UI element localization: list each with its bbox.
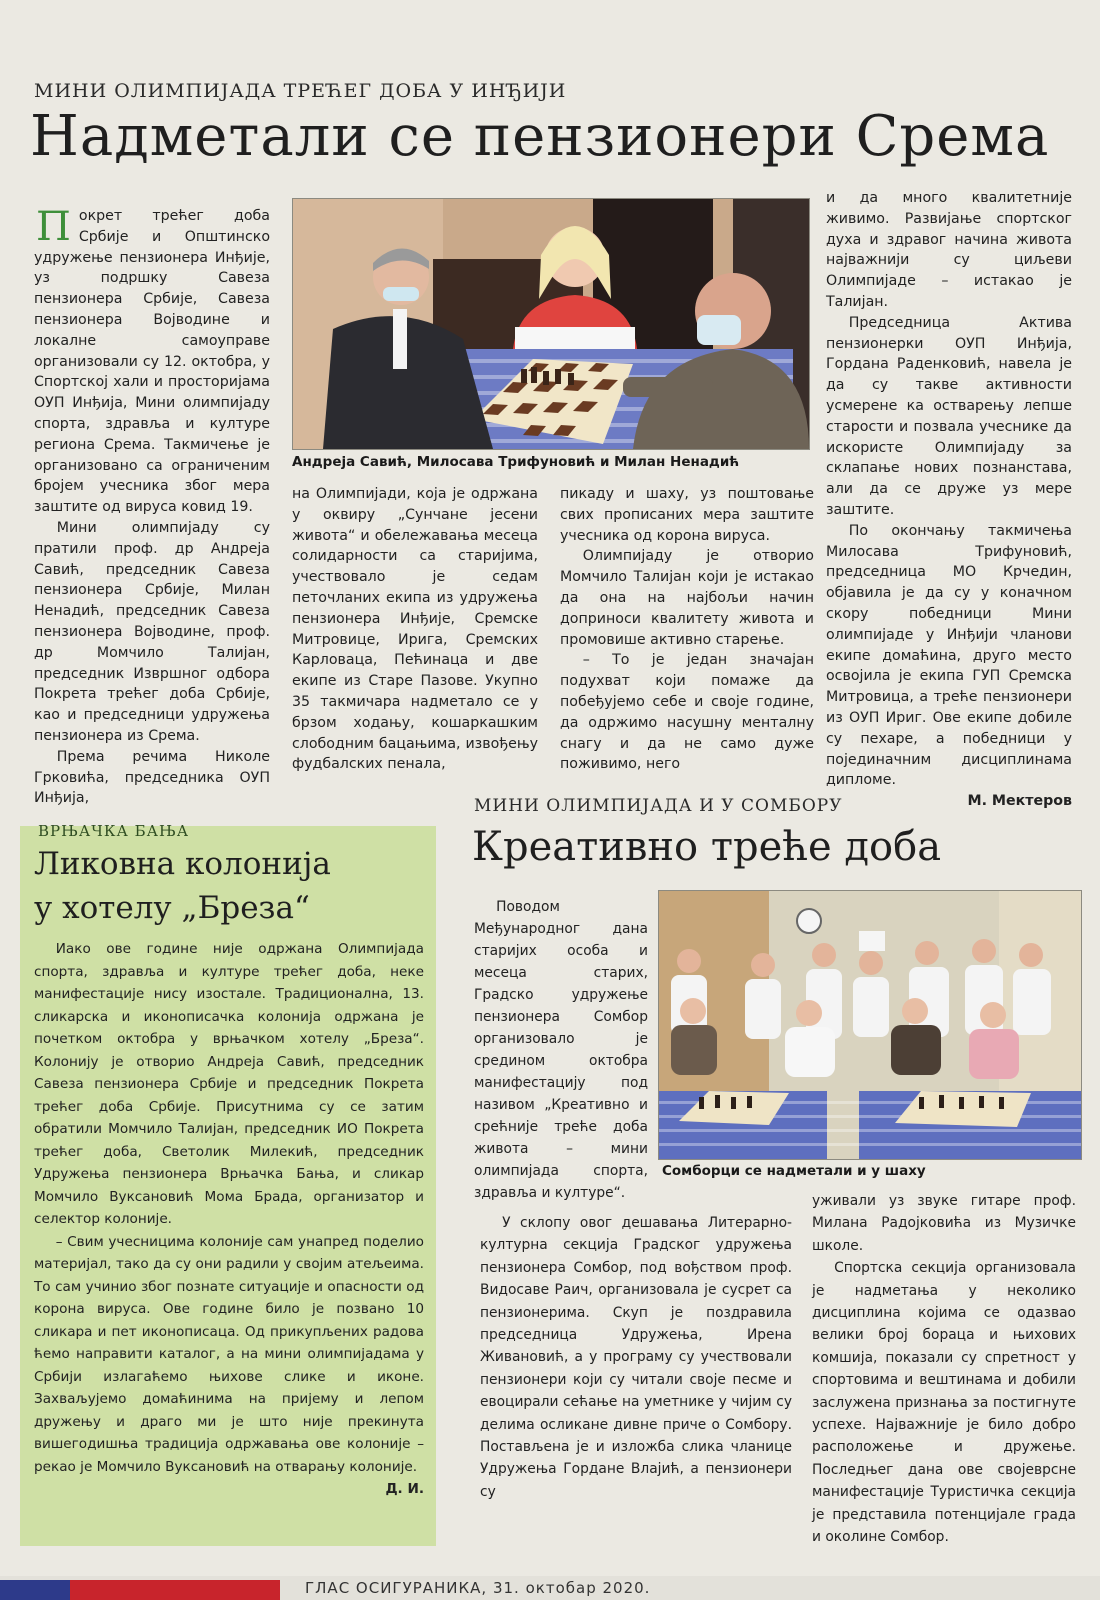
- sombor-group-photo-caption: Сомборци се надметали и у шаху: [662, 1163, 926, 1179]
- footer-flag-red: [70, 1580, 280, 1600]
- article1-column-1: [34, 206, 270, 809]
- dropcap: П: [36, 204, 71, 250]
- article1-col3-p1: пикаду и шаху, уз поштовање свих прописаних мера заштите учесника од корона вируса.: [560, 486, 814, 544]
- article2-headline-line1: Ликовна колонија: [34, 846, 331, 882]
- article1-col1-p3: Према речима Николе Грковића, председника ОУП Инђија,: [34, 748, 270, 807]
- article3-col2-p1: уживали уз звуке гитаре проф. Миланa Радојковића из Музичке школе.: [812, 1193, 1076, 1254]
- article1-col3-p3: – То је један значајан подухват који помаже да побеђујемо себе и своје године, да одржимо насушну менталну снагу и да не само дуже поживимо, него: [560, 652, 814, 773]
- article2-body: [34, 938, 424, 1501]
- sombor-group-photo: [658, 890, 1082, 1160]
- article1-column-4: [826, 188, 1072, 812]
- article1-kicker: МИНИ ОЛИМПИЈАДА ТРЕЋЕГ ДОБА У ИНЂИЈИ: [34, 80, 567, 102]
- article1-column-3: [560, 484, 814, 775]
- article3-col1-p1: Поводом Међународног дана старијих особа и месеца старих, Градско удружење пензионера Сомбор организовало је средином октобра манифестацију под називом „Креативно и срећније треће доба живота – мини олимпијада спорта, здравља и културе“.: [474, 899, 648, 1201]
- chess-game-photo-caption: Андреја Савић, Милосава Трифуновић и Милан Ненадић: [292, 454, 740, 470]
- article2-p1: Иако ове године није одржана Олимпијада спорта, здравља и културе трећег доба, неке манифестације нису изостале. Традиционална, 13. сликарска и иконописачка колонија одржана је почетком октобра у врњачком хотелу „Бреза“. Колонију је отворио Андреја Савић, председник Савеза пензионера Србије и председник Покрета трећег доба Србије. Присутнима су се затим обратили Момчило Талијан, председник ИО Покрета трећег доба, Светолик Милекић, председник Удружења пензионера Врњачка Бања, и сликар Момчило Вуксановић Мома Брада, организатор и селектор колоније.: [34, 941, 424, 1227]
- article3-column-1-bottom: [480, 1212, 792, 1503]
- chess-game-photo-illustration: [293, 199, 809, 449]
- article3-column-2: [812, 1190, 1076, 1549]
- article3-col2-p2: Спортска секција организовала је надметања у неколико дисциплина којима се одазвао велики број бораца и њихових комшија, показали су спретност у спортовима и вештинама и добили заслужена признања за постигнуте успехе. Најважније је било добро расположење и дружење. Последњег дана ове својеврсне манифестације Туристичка секција је представила потенцијале града и околине Сомбор.: [812, 1260, 1076, 1546]
- article2-p2: – Свим учесницима колоније сам унапред поделио материјал, тако да су они радили у својим атељеима. То сам учинио због познате ситуације и опасности од корона вируса. Ове године било је позвано 10 сликара и пет иконописаца. Од прикупљених радова ћемо направити каталог, а на мини олимпијадама у Србији излагаћемо њихове слике и иконе. Захваљујемо домаћинима на пријему и лепом дружењу и драго ми је што није прекинута вишегодишња традиција одржавања ове колоније – рекао је Момчило Вуксановић на отварању колоније.: [34, 1233, 424, 1475]
- footer-publication: ГЛАС ОСИГУРАНИКА, 31. октобар 2020.: [305, 1579, 651, 1597]
- article1-col1-p2: Мини олимпијаду су пратили проф. др Андреја Савић, председник Савеза пензионера Србије, Милан Ненадић, председник Савеза пензионера Војводине, проф. др Момчило Талијан, председник Извршног одбора Покрета трећег доба Србије, као и председници удружења пензионера из Срема.: [34, 519, 270, 744]
- sombor-group-photo-illustration: [659, 891, 1081, 1159]
- article1-col4-p2: Председница Актива пензионерки ОУП Инђија, Гордана Раденковић, навела је да су такве активности усмерене ка остварењу лепше старости и позвала учеснике да искористе Олимпијаду за склапање нових познанстава, али да се друже уз мере заштите.: [826, 314, 1072, 518]
- article3-kicker: МИНИ ОЛИМПИЈАДА И У СОМБОРУ: [474, 796, 843, 816]
- article3-col1-p2: У склопу овог дешавања Литерарно-културна секција Градског удружења пензионера Сомбор, под вођством проф. Видосаве Раич, организовала је сусрет са пензионерима. Скуп је поздравила председница Удружења, Ирена Живановић, а у програму су учествовали пензионери који су читали своје песме и евоцирали сећање на уметнике у чијим су делима осликане дивне приче о Сомбору. Постављена је и изложба слика чланице Удружења Гордане Влајић, а пензионери су: [480, 1215, 792, 1500]
- article1-col3-p2: Олимпијаду је отворио Момчило Талијан који је истакао да она на најбољи начин доприноси квалитету живота и промовише активно старење.: [560, 548, 814, 648]
- article1-author: М. Мектеров: [967, 793, 1072, 810]
- article2-headline-line2: у хотелу „Бреза“: [34, 890, 310, 926]
- article1-column-2: [292, 484, 538, 775]
- article3-column-1-top: [474, 896, 648, 1204]
- chess-game-photo: [292, 198, 810, 450]
- article1-col4-p3: По окончању такмичења Милосава Трифуновић, председница МО Крчедин, објавила је да су у коначном скору победници Мини олимпијаде у Инђији чланови екипе домаћина, друго место освојила је екипа ГУП Сремска Митровица, а треће пензионери из ОУП Ириг. Ове екипе добиле су пехаре, а победници у појединачним дисциплинама дипломе.: [826, 522, 1072, 789]
- footer-flag-blue: [0, 1580, 70, 1600]
- article1-col4-p1: и да много квалитетније живимо. Развијање спортског духа и здравог начина живота најважнији су циљеви Олимпијаде – истакао је Талијан.: [826, 190, 1072, 310]
- article3-headline: Креативно треће доба: [472, 824, 942, 870]
- article1-headline: Надметали се пензионери Срема: [30, 104, 1050, 169]
- article2-kicker: ВРЊАЧКА БАЊА: [38, 822, 190, 840]
- article1-col1-p1: окрет трећег доба Србије и Општинско удружење пензионера Инђије, уз подршку Савеза пензионера Србије, Савеза пензионера Војводине и локалне самоуправе организовали су 12. октобра, у Спортској хали и просторијама ОУП Инђија, Мини олимпијаду спорта, здравља и културе региона Срема. Такмичење је организовано са ограниченим бројем учесника због мера заштите од вируса ковид 19.: [34, 208, 270, 516]
- article1-col2-p1: на Олимпијади, која је одржана у оквиру „Сунчане јесени живота“ и обележавања месеца солидарности са старијима, учествовало је седам петочланих екипа из удружења пензионера Инђије, Сремске Митровице, Ирига, Сремских Карловаца, Пећинаца и две екипе из Старе Пазове. Укупно 35 такмичара надметало се у брзом ходању, кошаркашким слободним бацањима, извођењу фудбалских пенала,: [292, 486, 538, 773]
- article2-author: Д. И.: [385, 1481, 424, 1497]
